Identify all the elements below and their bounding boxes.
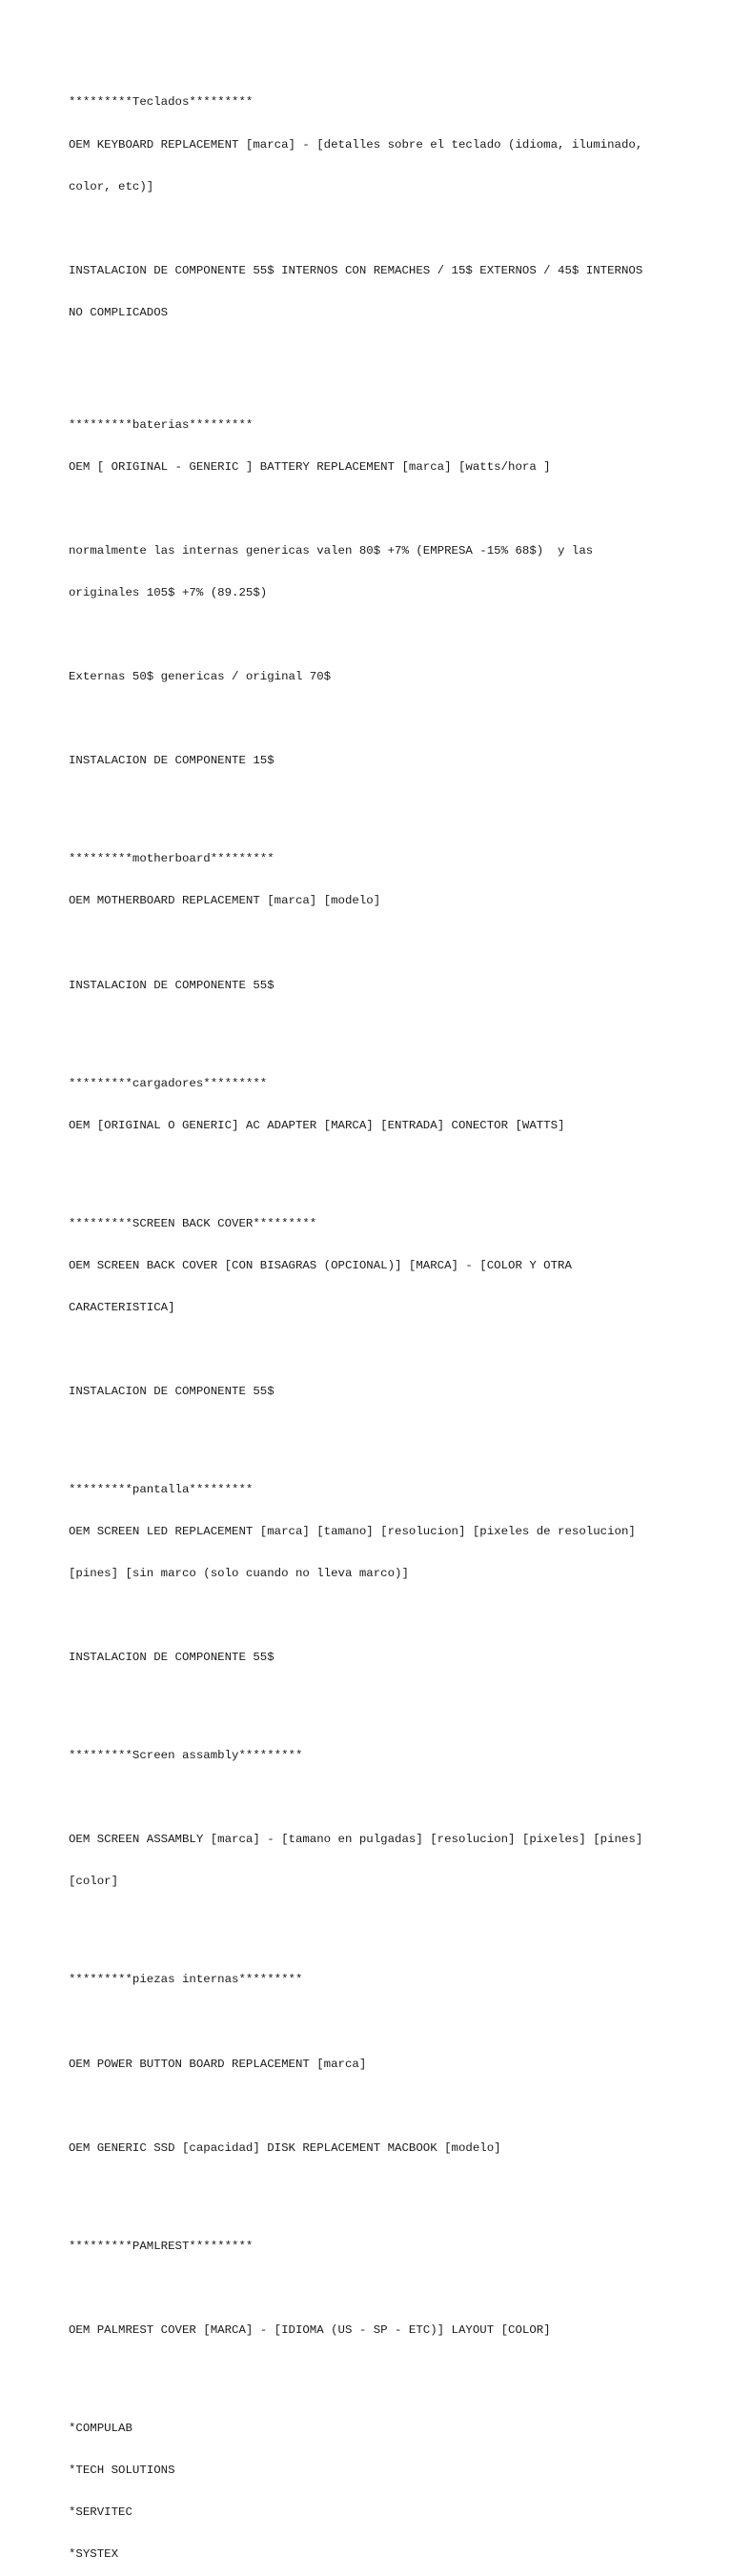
vendor-list-item: *SERVITEC xyxy=(69,2505,132,2520)
section-heading-pamlrest: *********PAMLREST********* xyxy=(69,2239,254,2253)
screen-back-cover-line: OEM SCREEN BACK COVER [CON BISAGRAS (OPCIONAL)] [MARCA] - [COLOR Y OTRA xyxy=(69,1258,572,1272)
vendor-list-item: *SYSTEX xyxy=(69,2547,119,2562)
spacer xyxy=(69,1917,679,1932)
vendor-list-item: *TECH SOLUTIONS xyxy=(69,2463,175,2477)
spacer xyxy=(69,1021,679,1035)
external-battery-prices: Externas 50$ genericas / original 70$ xyxy=(69,670,332,684)
spacer xyxy=(69,2365,679,2380)
vendor-list-item: *COMPULAB xyxy=(69,2421,132,2435)
spacer xyxy=(69,222,679,236)
section-heading-motherboard: *********motherboard********* xyxy=(69,852,274,866)
spacer xyxy=(69,1343,679,1357)
section-heading-teclados: *********Teclados********* xyxy=(69,95,254,110)
spacer xyxy=(69,2016,679,2030)
section-heading-piezas-internas: *********piezas internas********* xyxy=(69,1973,303,1987)
spacer xyxy=(69,628,679,642)
spacer xyxy=(69,2282,679,2296)
ac-adapter-line: OEM [ORIGINAL O GENERIC] AC ADAPTER [MARCA] [ENTRADA] CONECTOR [WATTS] xyxy=(69,1118,565,1132)
screen-led-line: OEM SCREEN LED REPLACEMENT [marca] [tamano] [resolucion] [pixeles de resolucion] xyxy=(69,1524,636,1538)
battery-install-line: INSTALACION DE COMPONENTE 15$ xyxy=(69,754,274,768)
screen-install-line: INSTALACION DE COMPONENTE 55$ xyxy=(69,1651,274,1665)
section-heading-baterias: *********baterias********* xyxy=(69,417,254,432)
spacer xyxy=(69,712,679,726)
spacer xyxy=(69,348,679,375)
section-heading-pantalla: *********pantalla********* xyxy=(69,1482,254,1496)
section-heading-screen-assambly: *********Screen assambly********* xyxy=(69,1749,303,1763)
screen-back-cover-install-line: INSTALACION DE COMPONENTE 55$ xyxy=(69,1384,274,1398)
spacer xyxy=(69,1693,679,1707)
section-heading-cargadores: *********cargadores********* xyxy=(69,1076,268,1090)
battery-replacement-line: OEM [ ORIGINAL - GENERIC ] BATTERY REPLACEMENT [marca] [watts/hora ] xyxy=(69,459,551,474)
spacer xyxy=(69,2099,679,2114)
motherboard-replacement-line: OEM MOTHERBOARD REPLACEMENT [marca] [modelo] xyxy=(69,894,381,908)
spacer xyxy=(69,796,679,810)
screen-back-cover-line-cont: CARACTERISTICA] xyxy=(69,1300,175,1314)
spacer xyxy=(69,1427,679,1441)
spacer xyxy=(69,1161,679,1175)
spacer xyxy=(69,1609,679,1623)
motherboard-install-line: INSTALACION DE COMPONENTE 55$ xyxy=(69,978,274,992)
keyboard-install-line: INSTALACION DE COMPONENTE 55$ INTERNOS CON REMACHES / 15$ EXTERNOS / 45$ INTERNOS xyxy=(69,263,643,277)
battery-price-note-cont: originales 105$ +7% (89.25$) xyxy=(69,585,268,599)
section-heading-screen-back-cover: *********SCREEN BACK COVER********* xyxy=(69,1216,317,1230)
ssd-replacement-line: OEM GENERIC SSD [capacidad] DISK REPLACEMENT MACBOOK [modelo] xyxy=(69,2140,501,2155)
keyboard-replacement-line-cont: color, etc)] xyxy=(69,179,154,193)
keyboard-replacement-line: OEM KEYBOARD REPLACEMENT [marca] - [detalles sobre el teclado (idioma, iluminado, xyxy=(69,137,643,152)
keyboard-install-line-cont: NO COMPLICADOS xyxy=(69,305,169,319)
document-body xyxy=(69,68,679,2576)
screen-assambly-line: OEM SCREEN ASSAMBLY [marca] - [tamano en pulgadas] [resolucion] [pixeles] [pines] xyxy=(69,1833,643,1847)
power-button-board-line: OEM POWER BUTTON BOARD REPLACEMENT [marca] xyxy=(69,2057,367,2071)
battery-price-note: normalmente las internas genericas valen 80$ +7% (EMPRESA -15% 68$) y las xyxy=(69,543,594,558)
spacer xyxy=(69,2183,679,2198)
spacer xyxy=(69,1791,679,1805)
spacer xyxy=(69,502,679,517)
screen-led-line-cont: [pines] [sin marco (solo cuando no lleva marco)] xyxy=(69,1567,409,1581)
screen-assambly-line-cont: [color] xyxy=(69,1875,119,1889)
spacer xyxy=(69,937,679,951)
palmrest-cover-line: OEM PALMREST COVER [MARCA] - [IDIOMA (US - SP - ETC)] LAYOUT [COLOR] xyxy=(69,2322,551,2337)
